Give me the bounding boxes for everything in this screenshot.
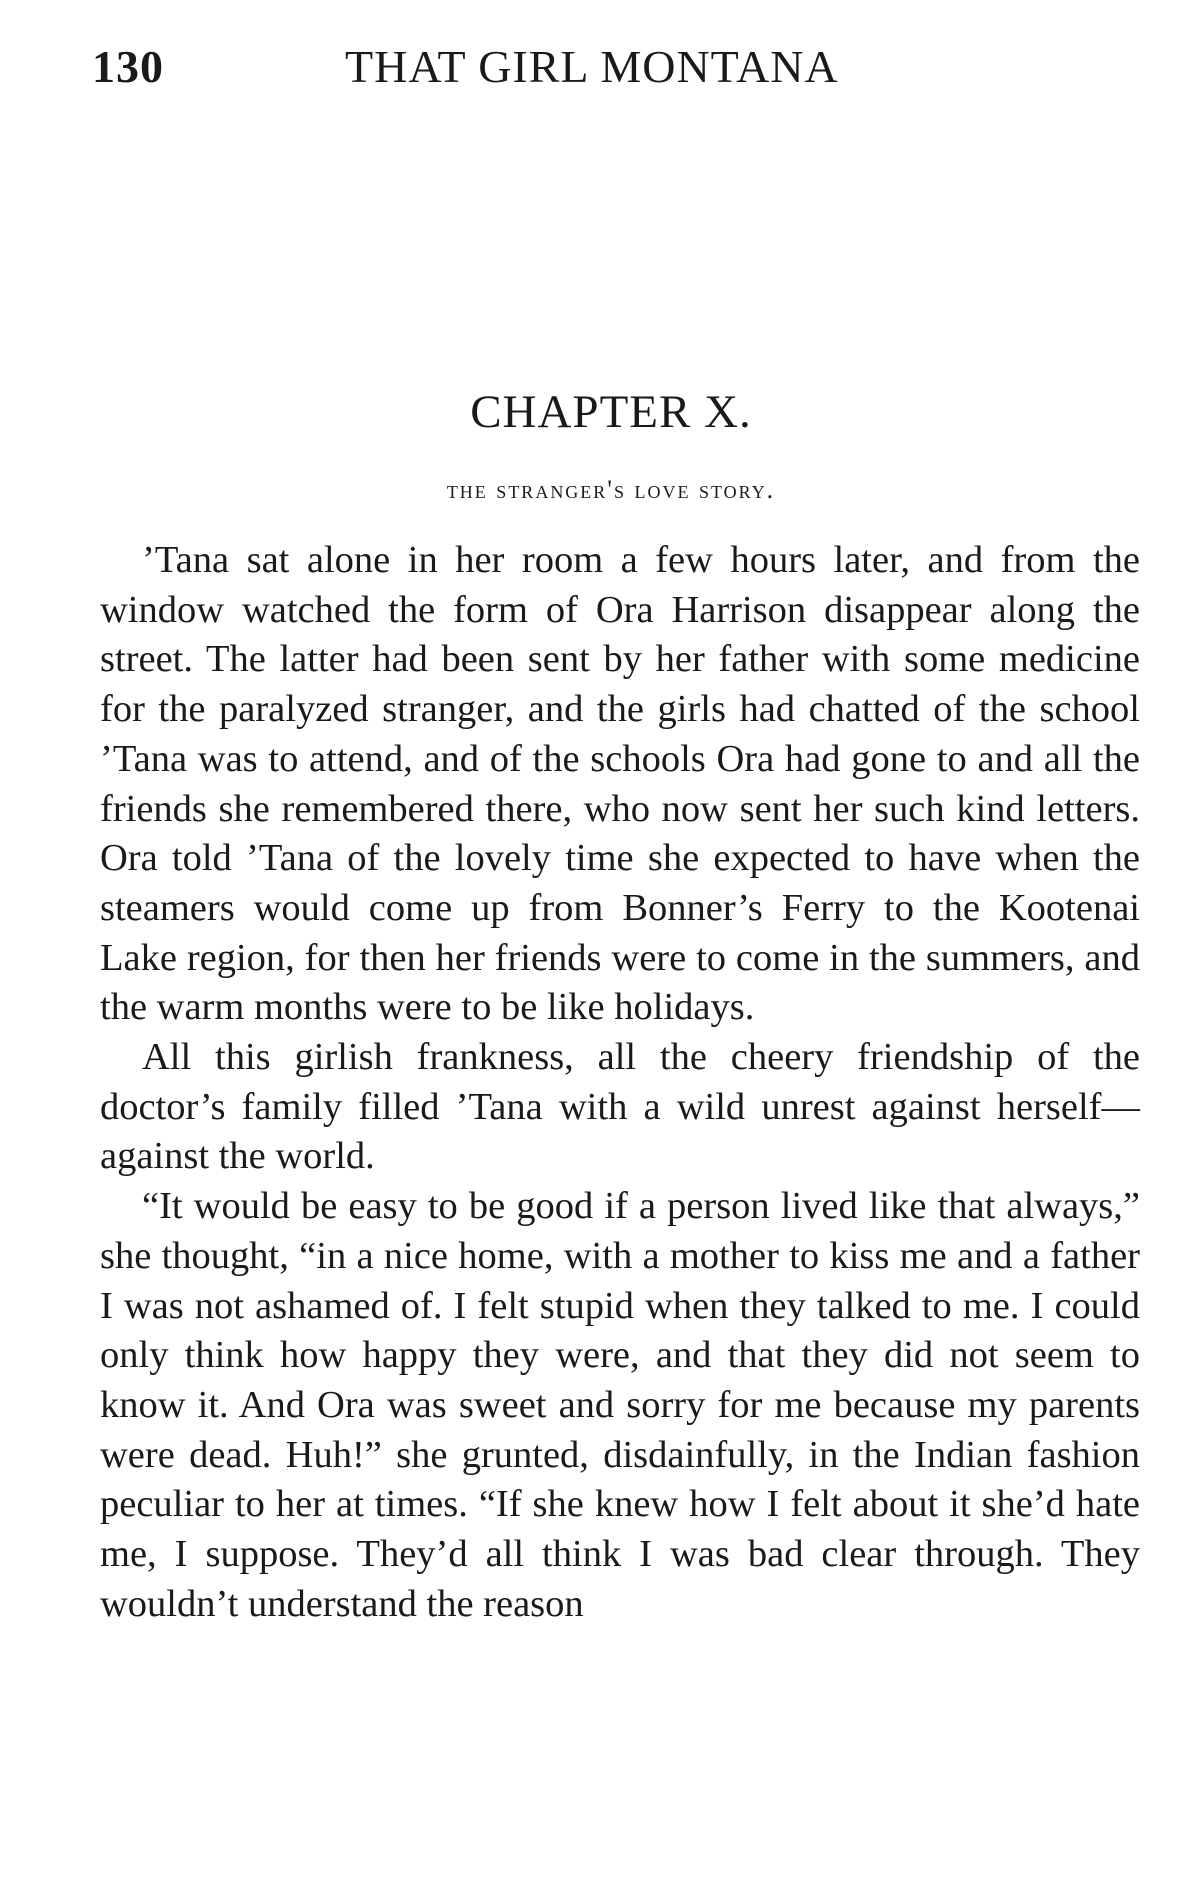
running-head <box>92 40 1132 96</box>
running-title: THAT GIRL MONTANA <box>345 41 839 92</box>
chapter-subtitle: the stranger's love story. <box>446 475 776 504</box>
paragraph-2: All this girlish frankness, all the cheery friendship of the doctor’s family filled ’Tana with a wild unrest against herself—against the world. <box>100 1036 1140 1178</box>
chapter-title: CHAPTER X. <box>470 386 752 438</box>
body-text <box>100 536 1140 1629</box>
page-number: 130 <box>92 41 164 92</box>
paragraph-1: ’Tana sat alone in her room a few hours later, and from the window watched the form of Ora Harrison disappear along the street. The latter had been sent by her father with some medicine for the paralyzed stranger, and the girls had chatted of the school ’Tana was to attend, and of the schools Ora had gone to and all the friends she remembered there, who now sent her such kind letters. Ora told ’Tana of the lovely time she expected to have when the steamers would come up from Bonner’s Ferry to the Kootenai Lake region, for then her friends were to come in the summers, and the warm months were to be like holidays. <box>100 539 1140 1029</box>
paragraph-3: “It would be easy to be good if a person lived like that always,” she thought, “in a nice home, with a mother to kiss me and a father I was not ashamed of. I felt stupid when they talked to me. I could only think how happy they were, and that they did not seem to know it. And Ora was sweet and sorry for me because my parents were dead. Huh!” she grunted, disdainfully, in the Indian fashion peculiar to her at times. “If she knew how I felt about it she’d hate me, I suppose. They’d all think I was bad clear through. They wouldn’t understand the reason <box>100 1185 1140 1625</box>
